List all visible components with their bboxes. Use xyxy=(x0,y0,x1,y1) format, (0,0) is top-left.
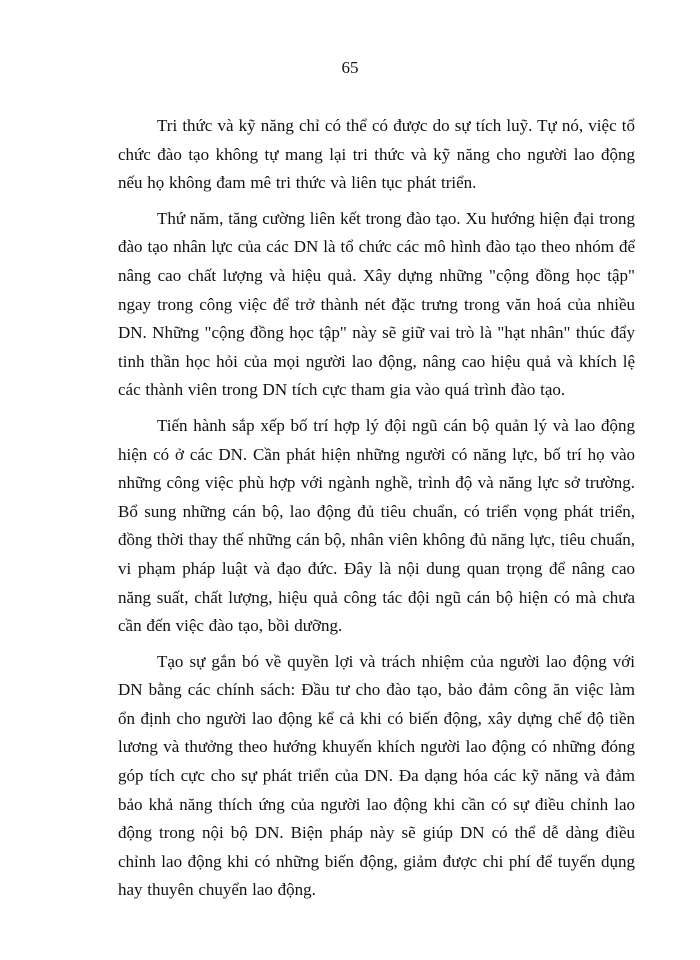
paragraph-knowledge-accumulation: Tri thức và kỹ năng chỉ có thể có được do sự tích luỹ. Tự nó, việc tổ chức đào tạo không tự mang lại tri thức và kỹ năng cho người lao động nếu họ không đam mê tri thức và liên tục phát triển. xyxy=(118,116,635,193)
paragraph-training-linkage: Thứ năm, tăng cường liên kết trong đào tạo. Xu hướng hiện đại trong đào tạo nhân lực của các DN là tổ chức các mô hình đào tạo theo nhóm để nâng cao chất lượng và hiệu quả. Xây dựng những "cộng đồng học tập" ngay trong công việc để trở thành nét đặc trưng trong văn hoá của nhiều DN. Những "cộng đồng học tập" này sẽ giữ vai trò là "hạt nhân" thúc đẩy tinh thần học hỏi của mọi người lao động, nâng cao hiệu quả và khích lệ các thành viên trong DN tích cực tham gia vào quá trình đào tạo. xyxy=(118,208,635,400)
paragraph-benefits-responsibility: Tạo sự gắn bó về quyền lợi và trách nhiệm của người lao động với DN bằng các chính sách: Đầu tư cho đào tạo, bảo đảm công ăn việc làm ổn định cho người lao động kể cả khi có biến động, xây dựng chế độ tiền lương và thưởng theo hướng khuyến khích người lao động có những đóng góp tích cực cho sự phát triển của DN. Đa dạng hóa các kỹ năng và đảm bảo khả năng thích ứng của người lao động khi cần có sự điều chỉnh lao động trong nội bộ DN. Biện pháp này sẽ giúp DN có thể dễ dàng điều chỉnh lao động khi có những biến động, giảm được chi phí để tuyển dụng hay thuyên chuyển lao động. xyxy=(118,651,635,900)
page-body xyxy=(118,112,635,912)
paragraph-staff-arrangement: Tiến hành sắp xếp bố trí hợp lý đội ngũ cán bộ quản lý và lao động hiện có ở các DN. Cần phát hiện những người có năng lực, bố trí họ vào những công việc phù hợp với ngành nghề, trình độ và năng lực sở trường. Bổ sung những cán bộ, lao động đủ tiêu chuẩn, có triển vọng phát triển, đồng thời thay thế những cán bộ, nhân viên không đủ năng lực, tiêu chuẩn, vi phạm pháp luật và đạo đức. Đây là nội dung quan trọng để nâng cao năng suất, chất lượng, hiệu quả công tác đội ngũ cán bộ hiện có mà chưa cần đến việc đào tạo, bồi dưỡng. xyxy=(118,415,635,636)
page-number: 65 xyxy=(341,58,359,77)
